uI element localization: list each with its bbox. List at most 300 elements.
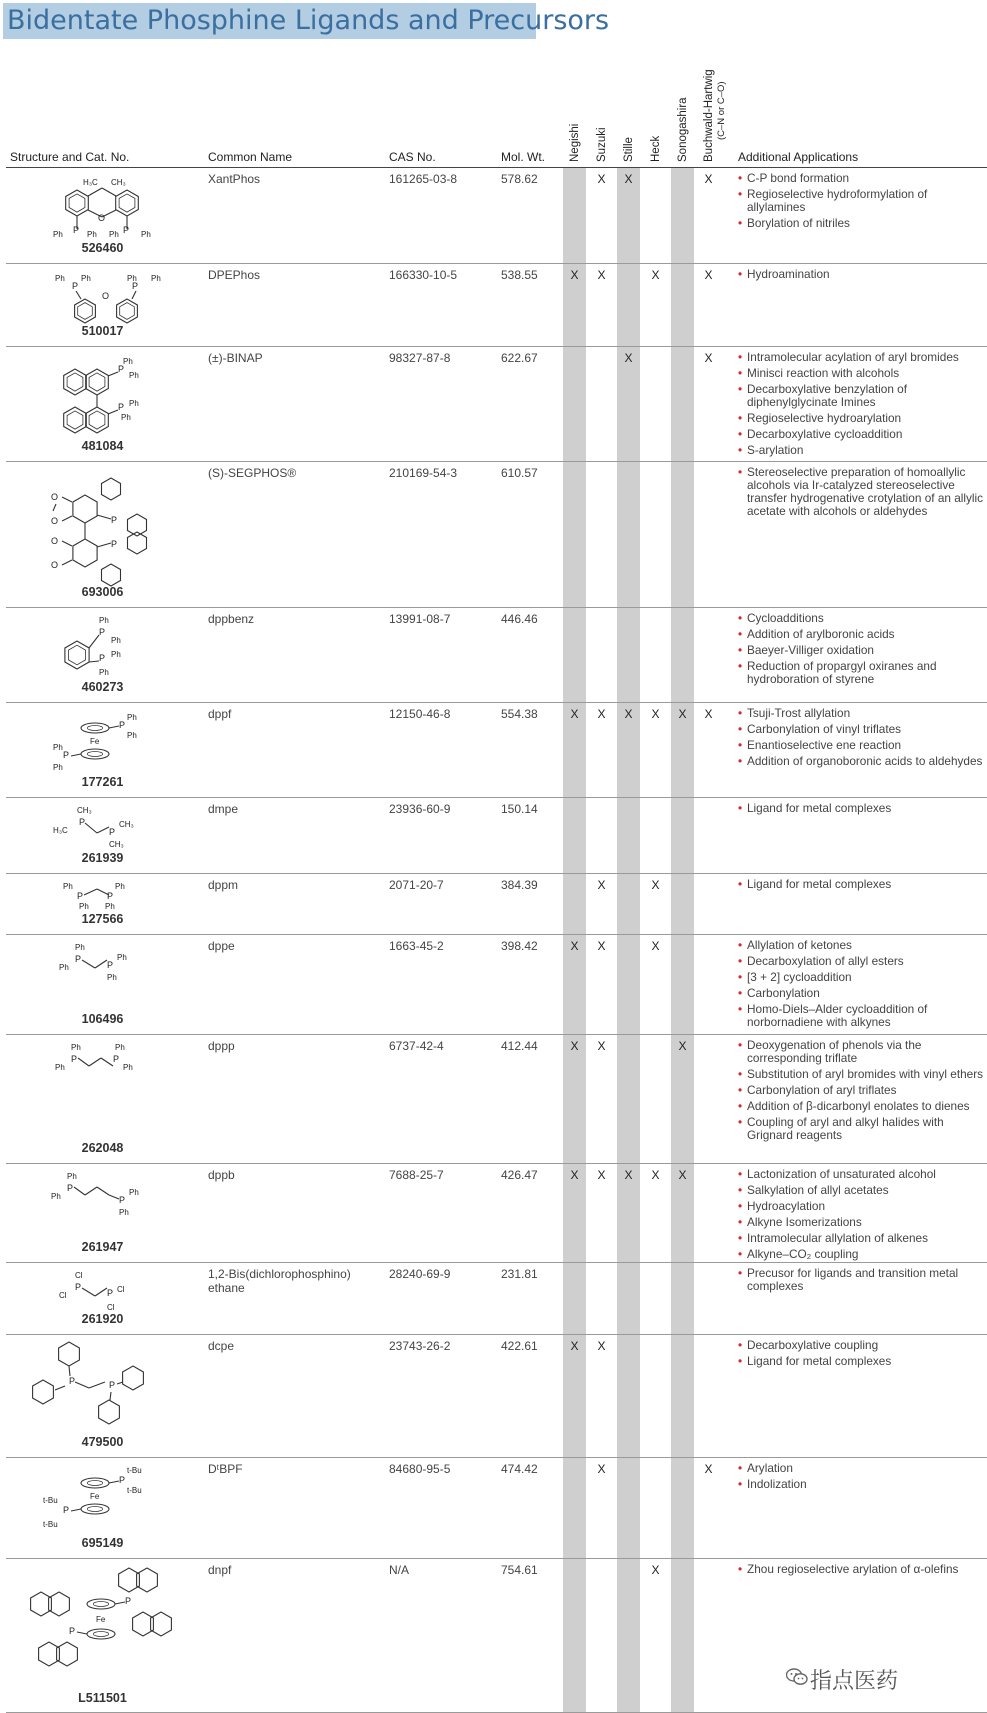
row-divider xyxy=(6,607,987,608)
atom-label: P xyxy=(99,627,106,637)
molecular-weight: 474.42 xyxy=(501,1462,538,1476)
ring xyxy=(128,532,147,554)
atom-label: Ph xyxy=(119,1208,129,1217)
application-item: • Carbonylation xyxy=(738,987,984,1000)
bond xyxy=(71,754,81,756)
atom-label: Cl xyxy=(75,1271,83,1280)
ring xyxy=(73,495,97,523)
structure-drawing xyxy=(15,803,195,855)
structure-svg xyxy=(15,269,195,331)
row-divider xyxy=(6,934,987,935)
application-item: • C-P bond formation xyxy=(738,172,984,185)
bond xyxy=(84,889,97,895)
reaction-mark-suz: X xyxy=(597,1039,606,1053)
bond xyxy=(108,372,118,376)
ring xyxy=(123,1366,144,1390)
reaction-mark-suz: X xyxy=(597,1462,606,1476)
reaction-mark-sti: X xyxy=(624,1168,633,1182)
atom-label: Cl xyxy=(117,1285,125,1294)
application-item: • S-arylation xyxy=(738,444,984,457)
bond xyxy=(62,541,72,546)
atom-label: P xyxy=(109,827,116,837)
bond xyxy=(89,635,99,648)
structure-svg xyxy=(15,879,195,915)
cp-ring xyxy=(81,723,109,733)
atom-label: Ph xyxy=(71,1043,81,1052)
header-negishi: Negishi xyxy=(569,123,581,162)
application-item: • Allylation of ketones xyxy=(738,939,984,952)
atom-label: P xyxy=(109,1380,116,1390)
common-name: DPEPhos xyxy=(208,268,261,282)
atom-label: Fe xyxy=(90,1492,100,1501)
aromatic-ring-inner xyxy=(78,303,93,320)
cp-ring-inner xyxy=(93,1632,108,1637)
common-name: XantPhos xyxy=(208,172,261,186)
application-item: • Addition of organoboronic acids to aldehydes xyxy=(738,755,984,768)
atom-label: P xyxy=(119,1475,126,1485)
page-title: Bidentate Phosphine Ligands and Precursors xyxy=(7,5,610,36)
atom-label: P xyxy=(118,402,125,412)
atom-label: Ph xyxy=(67,1172,77,1181)
bond xyxy=(77,1632,87,1634)
structure-svg xyxy=(15,1268,195,1318)
applications-list xyxy=(738,351,984,460)
atom-label: O xyxy=(51,560,59,570)
bond xyxy=(88,188,102,196)
cp-ring xyxy=(87,1599,115,1609)
wechat-icon xyxy=(786,1668,808,1686)
application-item: • Substitution of aryl bromides with vinyl ethers xyxy=(738,1068,984,1081)
catalog-number: 693006 xyxy=(81,585,124,599)
row-divider xyxy=(6,702,987,703)
reaction-mark-son: X xyxy=(678,1039,687,1053)
atom-label: CH₃ xyxy=(77,806,92,815)
atom-label: P xyxy=(119,720,126,730)
atom-label: O xyxy=(51,492,59,502)
common-name-line2: ethane xyxy=(208,1281,245,1295)
atom-label: P xyxy=(69,1376,76,1386)
application-item: • Addition of β-dicarbonyl enolates to dienes xyxy=(738,1100,984,1113)
atom-label: Ph xyxy=(129,1188,139,1197)
structure-svg xyxy=(15,708,195,780)
bond xyxy=(89,661,99,662)
ring xyxy=(73,539,97,567)
common-name: dppb xyxy=(208,1168,235,1182)
header-apps: Additional Applications xyxy=(738,150,859,164)
reaction-mark-suz: X xyxy=(597,707,606,721)
reaction-mark-sti: X xyxy=(624,707,633,721)
structure-drawing xyxy=(15,1040,195,1146)
structure-drawing xyxy=(15,613,195,685)
structure-svg xyxy=(15,1340,195,1436)
applications-list xyxy=(738,707,984,771)
cas-number: 2071-20-7 xyxy=(389,878,444,892)
atom-label: Ph xyxy=(63,882,73,891)
reaction-mark-sti: X xyxy=(624,172,633,186)
atom-label: P xyxy=(63,750,70,760)
application-item: • Regioselective hydroformylation of allylamines xyxy=(738,188,984,214)
common-name: dnpf xyxy=(208,1563,232,1577)
atom-label: P xyxy=(107,960,114,970)
application-item: • Precusor for ligands and transition metal complexes xyxy=(738,1267,984,1293)
structure-svg xyxy=(15,1463,195,1541)
bond xyxy=(95,960,107,968)
reaction-mark-hec: X xyxy=(651,268,660,282)
applications-list xyxy=(738,1339,984,1371)
reaction-mark-buc: X xyxy=(704,268,713,282)
atom-label: Ph xyxy=(105,902,115,911)
cp-ring-inner xyxy=(87,1507,102,1512)
reaction-mark-buc: X xyxy=(704,172,713,186)
molecular-weight: 578.62 xyxy=(501,172,538,186)
aromatic-ring-inner xyxy=(67,411,83,429)
application-item: • Intramolecular allylation of alkenes xyxy=(738,1232,984,1245)
application-item: • Reduction of propargyl oxiranes and hydroboration of styrene xyxy=(738,660,984,686)
structure-drawing xyxy=(15,1169,195,1245)
application-item: • Intramolecular acylation of aryl bromides xyxy=(738,351,984,364)
structure-svg xyxy=(15,467,195,587)
applications-list xyxy=(738,268,984,284)
atom-label: CH₃ xyxy=(111,178,126,187)
atom-label: O xyxy=(51,516,59,526)
atom-label: Ph xyxy=(55,274,65,283)
applications-list xyxy=(738,172,984,233)
structure-drawing xyxy=(15,879,195,915)
applications-list xyxy=(738,939,984,1032)
application-item: • Cycloadditions xyxy=(738,612,984,625)
bond xyxy=(85,823,97,833)
bond xyxy=(89,1058,101,1066)
common-name: dppp xyxy=(208,1039,235,1053)
cp-ring xyxy=(87,1629,115,1639)
structure-drawing xyxy=(15,352,195,444)
atom-label: CH₃ xyxy=(119,820,134,829)
atom-label: Ph xyxy=(99,668,109,677)
atom-label: P xyxy=(63,1505,70,1515)
row-divider xyxy=(6,167,987,168)
molecular-weight: 754.61 xyxy=(501,1563,538,1577)
bond xyxy=(62,516,72,521)
bond xyxy=(97,1187,109,1195)
structure-drawing xyxy=(15,1564,195,1694)
catalog-number: 261920 xyxy=(81,1312,124,1326)
ring xyxy=(99,1400,120,1424)
bond xyxy=(97,543,111,547)
header-cas: CAS No. xyxy=(389,150,436,164)
header-buchwald: Buchwald-Hartwig xyxy=(703,69,715,162)
application-item: • Carbonylation of aryl triflates xyxy=(738,1084,984,1097)
aromatic-ring-inner xyxy=(69,645,86,665)
atom-label: Ph xyxy=(51,1192,61,1201)
structure-drawing xyxy=(15,269,195,331)
atom-label: Ph xyxy=(87,230,97,239)
application-item: • [3 + 2] cycloaddition xyxy=(738,971,984,984)
reaction-mark-suz: X xyxy=(597,268,606,282)
cp-ring xyxy=(81,1504,109,1514)
header-mw: Mol. Wt. xyxy=(501,150,545,164)
reaction-mark-hec: X xyxy=(651,1168,660,1182)
common-name: dppe xyxy=(208,939,235,953)
application-item: • Homo-Diels–Alder cycloaddition of norbornadiene with alkynes xyxy=(738,1003,984,1029)
bond xyxy=(75,1382,89,1388)
atom-label: t-Bu xyxy=(43,1496,58,1505)
row-divider xyxy=(6,1262,987,1263)
atom-label: P xyxy=(75,1282,82,1292)
application-item: • Ligand for metal complexes xyxy=(738,802,984,815)
atom-label: Ph xyxy=(117,953,127,962)
cp-ring xyxy=(81,749,109,759)
application-item: • Ligand for metal complexes xyxy=(738,878,984,891)
catalog-number: 460273 xyxy=(81,680,124,694)
aromatic-ring-inner xyxy=(119,194,135,212)
bond xyxy=(76,291,81,299)
common-name: dmpe xyxy=(208,802,239,816)
structure-drawing xyxy=(15,940,195,1016)
reaction-mark-suz: X xyxy=(597,172,606,186)
structure-drawing xyxy=(15,173,195,243)
application-item: • Minisci reaction with alcohols xyxy=(738,367,984,380)
catalog-number: 481084 xyxy=(81,439,124,453)
molecular-weight: 422.61 xyxy=(501,1339,538,1353)
atom-label: Ph xyxy=(115,1043,125,1052)
bond xyxy=(71,1509,81,1511)
bond xyxy=(55,1386,65,1390)
cas-number: 1663-45-2 xyxy=(389,939,444,953)
atom-label: P xyxy=(75,954,82,964)
bond xyxy=(69,1366,70,1376)
structure-svg xyxy=(15,613,195,685)
application-item: • Salkylation of allyl acetates xyxy=(738,1184,984,1197)
reaction-mark-suz: X xyxy=(597,1339,606,1353)
atom-label: P xyxy=(79,817,86,827)
structure-svg xyxy=(15,1169,195,1245)
cas-number: 12150-46-8 xyxy=(389,707,451,721)
atom-label: Ph xyxy=(129,371,139,380)
atom-label: Ph xyxy=(111,650,121,659)
aromatic-ring-inner xyxy=(89,373,105,391)
catalog-number: 261939 xyxy=(81,851,124,865)
atom-label: Ph xyxy=(75,943,85,952)
atom-label: P xyxy=(123,225,130,235)
atom-label: P xyxy=(111,539,118,549)
application-item: • Decarboxylative benzylation of diphenylglycinate Imines xyxy=(738,383,984,409)
atom-label: Ph xyxy=(81,274,91,283)
molecular-weight: 538.55 xyxy=(501,268,538,282)
bond xyxy=(109,1195,119,1199)
atom-label: Cl xyxy=(107,1303,115,1312)
bond xyxy=(62,497,72,502)
ring xyxy=(59,1342,80,1366)
application-item: • Carbonylation of vinyl triflates xyxy=(738,723,984,736)
atom-label: O xyxy=(51,536,59,546)
atom-label: Ph xyxy=(121,413,131,422)
cp-ring xyxy=(81,1478,109,1488)
ring xyxy=(102,564,121,586)
bond xyxy=(115,1602,125,1604)
cp-ring-inner xyxy=(87,726,102,731)
bond xyxy=(89,1382,105,1388)
molecular-weight: 610.57 xyxy=(501,466,538,480)
molecular-weight: 554.38 xyxy=(501,707,538,721)
application-item: • Alkyne–CO₂ coupling xyxy=(738,1248,984,1261)
aromatic-ring-inner xyxy=(120,303,135,320)
reaction-mark-neg: X xyxy=(570,1039,579,1053)
applications-list xyxy=(738,1563,984,1579)
reaction-mark-buc: X xyxy=(704,351,713,365)
atom-label: P xyxy=(73,225,80,235)
reaction-mark-son: X xyxy=(678,1168,687,1182)
row-divider xyxy=(6,1163,987,1164)
header-suzuki: Suzuki xyxy=(596,127,608,162)
atom-label: Ph xyxy=(127,731,137,740)
structure-svg xyxy=(15,1040,195,1146)
application-item: • Lactonization of unsaturated alcohol xyxy=(738,1168,984,1181)
cas-number: 13991-08-7 xyxy=(389,612,451,626)
atom-label: Ph xyxy=(99,616,109,625)
structure-svg xyxy=(15,1564,195,1694)
title-banner xyxy=(3,3,610,39)
cp-ring-inner xyxy=(93,1602,108,1607)
structure-svg xyxy=(15,940,195,1016)
row-divider xyxy=(6,346,987,347)
structure-svg xyxy=(15,352,195,444)
application-item: • Ligand for metal complexes xyxy=(738,1355,984,1368)
atom-label: Ph xyxy=(53,763,63,772)
reaction-mark-hec: X xyxy=(651,707,660,721)
reaction-mark-neg: X xyxy=(570,707,579,721)
header-heck: Heck xyxy=(650,135,662,162)
cas-number: 6737-42-4 xyxy=(389,1039,444,1053)
applications-list xyxy=(738,466,984,521)
cas-number: 28240-69-9 xyxy=(389,1267,451,1281)
atom-label: O xyxy=(98,213,106,223)
common-name: (S)-SEGPHOS® xyxy=(208,466,297,480)
cas-number: 166330-10-5 xyxy=(389,268,458,282)
bond xyxy=(62,560,72,565)
atom-label: Ph xyxy=(129,399,139,408)
catalog-number: L511501 xyxy=(78,1691,127,1705)
atom-label: Fe xyxy=(90,737,100,746)
application-item: • Decarboxylation of allyl esters xyxy=(738,955,984,968)
reaction-mark-hec: X xyxy=(651,1563,660,1577)
atom-label: Ph xyxy=(53,230,63,239)
atom-label: Ph xyxy=(111,636,121,645)
row-divider xyxy=(6,1457,987,1458)
application-item: • Tsuji-Trost allylation xyxy=(738,707,984,720)
header-sonogashira: Sonogashira xyxy=(677,97,689,162)
reaction-mark-son: X xyxy=(678,707,687,721)
atom-label: O xyxy=(102,291,110,301)
application-item: • Arylation xyxy=(738,1462,984,1475)
application-item: • Stereoselective preparation of homoallylic alcohols via Ir-catalyzed stereoselective transfer hydrogenative crotylation of an allylic acetate with alcohols or aldehydes xyxy=(738,466,984,518)
molecular-weight: 384.39 xyxy=(501,878,538,892)
atom-label: H₃C xyxy=(53,826,68,835)
stille-column-stripe xyxy=(617,168,640,1713)
reaction-mark-hec: X xyxy=(651,939,660,953)
atom-label: Ph xyxy=(107,973,117,982)
header-structure: Structure and Cat. No. xyxy=(10,150,130,164)
catalog-number: 261947 xyxy=(81,1240,124,1254)
bond xyxy=(85,1187,97,1195)
structure-svg xyxy=(15,173,195,243)
cas-number: 23743-26-2 xyxy=(389,1339,451,1353)
structure-drawing xyxy=(15,1463,195,1541)
bond xyxy=(102,188,116,196)
common-name: dppf xyxy=(208,707,232,721)
application-item: • Decarboxylative cycloaddition xyxy=(738,428,984,441)
atom-label: Cl xyxy=(59,1291,67,1300)
bond xyxy=(53,504,56,511)
atom-label: Ph xyxy=(141,230,151,239)
row-divider xyxy=(6,263,987,264)
cas-number: 210169-54-3 xyxy=(389,466,458,480)
structure-drawing xyxy=(15,1268,195,1318)
atom-label: P xyxy=(72,281,79,291)
molecular-weight: 412.44 xyxy=(501,1039,538,1053)
bond xyxy=(74,1187,85,1195)
atom-label: P xyxy=(107,1288,114,1298)
atom-label: Ph xyxy=(115,882,125,891)
reaction-mark-buc: X xyxy=(704,1462,713,1476)
cas-number: 7688-25-7 xyxy=(389,1168,444,1182)
cp-ring-inner xyxy=(87,1481,102,1486)
molecular-weight: 150.14 xyxy=(501,802,538,816)
aromatic-ring-inner xyxy=(69,194,85,212)
bond xyxy=(97,515,111,519)
catalog-number: 479500 xyxy=(81,1435,124,1449)
row-divider xyxy=(6,873,987,874)
atom-label: Ph xyxy=(55,1063,65,1072)
bond xyxy=(97,827,109,833)
atom-label: P xyxy=(67,1183,74,1193)
common-name: dppm xyxy=(208,878,239,892)
reaction-mark-hec: X xyxy=(651,878,660,892)
atom-label: Ph xyxy=(59,963,69,972)
application-item: • Decarboxylative coupling xyxy=(738,1339,984,1352)
reaction-mark-neg: X xyxy=(570,1339,579,1353)
atom-label: CH₃ xyxy=(109,840,124,849)
application-item: • Regioselective hydroarylation xyxy=(738,412,984,425)
atom-label: P xyxy=(77,891,84,901)
structure-svg xyxy=(15,803,195,855)
atom-label: P xyxy=(107,891,114,901)
application-item: • Zhou regioselective arylation of α-olefins xyxy=(738,1563,984,1576)
reaction-mark-sti: X xyxy=(624,351,633,365)
aromatic-ring-inner xyxy=(89,411,105,429)
catalog-number: 127566 xyxy=(81,912,124,926)
atom-label: P xyxy=(99,653,106,663)
ring xyxy=(33,1380,54,1404)
atom-label: t-Bu xyxy=(127,1486,142,1495)
reaction-mark-buc: X xyxy=(704,707,713,721)
bond xyxy=(109,1481,119,1483)
atom-label: H₃C xyxy=(83,178,98,187)
catalog-number: 695149 xyxy=(81,1536,124,1550)
header-buchwald-sub: (C–N or C–O) xyxy=(716,81,727,140)
common-name: 1,2-Bis(dichlorophosphino) xyxy=(208,1267,351,1281)
bond xyxy=(108,410,118,414)
cas-number: 98327-87-8 xyxy=(389,351,451,365)
atom-label: Ph xyxy=(53,743,63,752)
bond xyxy=(101,1058,113,1066)
applications-list xyxy=(738,1168,984,1264)
application-item: • Coupling of aryl and alkyl halides with Grignard reagents xyxy=(738,1116,984,1142)
atom-label: Ph xyxy=(79,902,89,911)
atom-label: P xyxy=(118,364,125,374)
atom-label: Ph xyxy=(127,713,137,722)
applications-list xyxy=(738,1039,984,1145)
application-item: • Deoxygenation of phenols via the corresponding triflate xyxy=(738,1039,984,1065)
